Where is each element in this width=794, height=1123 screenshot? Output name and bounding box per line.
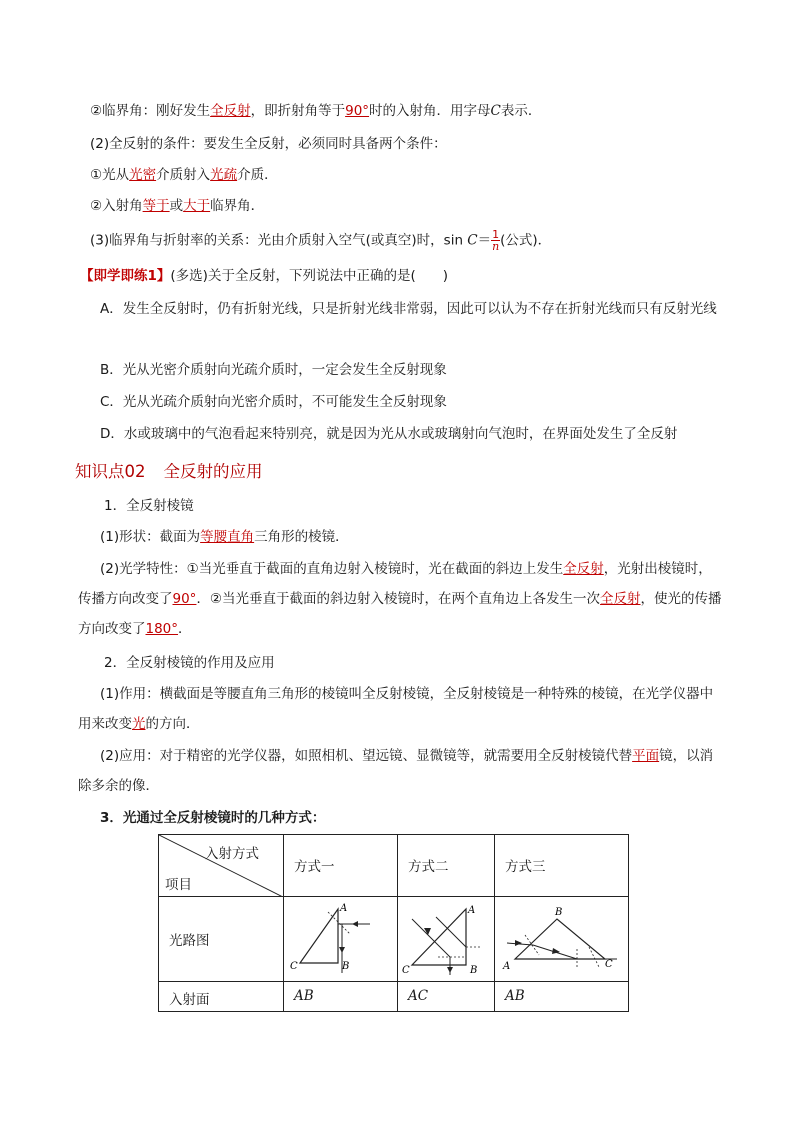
answer-blank: 180° <box>145 621 179 637</box>
prism-modes-table <box>158 834 629 1012</box>
corner-top-label: 入射方式 <box>205 846 259 862</box>
mode-label: 方式二 <box>408 859 449 875</box>
vertex-label-c: C <box>402 965 410 976</box>
row-label: 光路图 <box>169 933 210 949</box>
vertex-label-a: A <box>503 961 511 972</box>
option-b: B．光从光密介质射向光疏介质时，一定会发生全反射现象 <box>100 362 447 378</box>
vertex-label-c: C <box>290 961 298 972</box>
face-cell-3 <box>495 982 629 1012</box>
face-cell-2 <box>398 982 495 1012</box>
fraction-numerator: 1 <box>492 228 500 241</box>
prism-diagram-mode-1 <box>284 897 397 981</box>
text: (公式)． <box>500 232 552 249</box>
vertex-label-b: B <box>555 907 563 918</box>
section-number: 知识点02 <box>75 462 146 481</box>
text: (1)作用：横截面是等腰直角三角形的棱镜叫全反射棱镜，全反射棱镜是一种特殊的棱镜，在光学仪器中用来改变 <box>78 686 714 732</box>
row-label-face <box>159 982 284 1012</box>
vertex-label-c: C <box>605 959 613 970</box>
option-d: D．水或玻璃中的气泡看起来特别亮，就是因为光从水或玻璃射向气泡时，在界面处发生了全反射 <box>100 426 678 442</box>
text: 介质． <box>237 167 278 183</box>
diagram-cell-1 <box>284 897 398 982</box>
subsection-1-title: 1．全反射棱镜 <box>104 498 194 514</box>
diagram-cell-2 <box>398 897 495 982</box>
text: 镜，以消除多余的像． <box>78 748 714 794</box>
section-title: 全反射的应用 <box>163 462 263 481</box>
condition-1 <box>90 165 278 185</box>
face-value: AB <box>505 988 525 1004</box>
variable: C <box>490 103 501 119</box>
face-value: AB <box>294 988 314 1004</box>
application-paragraph <box>78 741 724 801</box>
answer-blank: 光疏 <box>210 167 238 183</box>
text: ②入射角 <box>90 198 143 214</box>
critical-angle-line <box>90 101 541 121</box>
text: (3)临界角与折射率的关系：光由介质射入空气(或真空)时，sin <box>90 232 468 249</box>
answer-blank: 大于 <box>183 198 211 214</box>
exercise-question <box>80 266 448 286</box>
function-paragraph <box>78 679 724 739</box>
text: 临界角． <box>210 198 265 214</box>
option-c: C．光从光疏介质射向光密介质时，不可能发生全反射现象 <box>100 394 447 410</box>
conditions-title: (2)全反射的条件：要发生全反射，必须同时具备两个条件： <box>90 136 447 152</box>
mode-label: 方式三 <box>505 859 546 875</box>
answer-blank: 全反射 <box>600 591 641 607</box>
answer-blank: 光密 <box>129 167 157 183</box>
text: ＝ <box>477 232 492 249</box>
text: ，使光的传播方向改变了 <box>78 591 722 637</box>
answer-blank: 全反射 <box>210 103 251 119</box>
answer-blank: 光 <box>132 716 146 732</box>
section-heading <box>75 458 263 482</box>
text: 表示． <box>500 103 542 119</box>
variable: C <box>467 232 478 249</box>
answer-blank: 90° <box>172 591 197 607</box>
condition-2 <box>90 196 264 216</box>
row-label-diagram <box>159 897 284 982</box>
text: ②临界角：刚好发生 <box>90 103 211 119</box>
option-a: A．发生全反射时，仍有折射光线，只是折射光线非常弱，因此可以认为不存在折射光线而只有反射光线 <box>100 301 717 317</box>
subsection-3-title: 3．光通过全反射棱镜时的几种方式： <box>100 810 326 826</box>
row-label: 入射面 <box>169 992 210 1008</box>
corner-header-cell <box>159 835 284 897</box>
text: ．②当光垂直于截面的斜边射入棱镜时，在两个直角边上各发生一次 <box>196 591 601 607</box>
text: ，即折射角等于 <box>250 103 346 119</box>
text: 时的入射角．用字母 <box>369 103 491 119</box>
fraction <box>491 229 500 252</box>
fraction-denominator: n <box>492 240 500 253</box>
text: (2)光学特性：①当光垂直于截面的直角边射入棱镜时，光在截面的斜边上发生 <box>100 561 564 577</box>
mode-label: 方式一 <box>294 859 335 875</box>
mode-header-3 <box>495 835 629 897</box>
vertex-label-b: B <box>470 965 478 976</box>
prism-diagram-mode-2 <box>398 897 494 981</box>
text: 的方向． <box>145 716 200 732</box>
text: ，光射出棱镜时，传播方向改变了 <box>78 561 712 607</box>
mode-header-2 <box>398 835 495 897</box>
answer-blank: 全反射 <box>563 561 604 577</box>
vertex-label-a: A <box>468 905 476 916</box>
vertex-label-a: A <box>340 903 348 914</box>
text: (1)形状：截面为 <box>100 529 201 545</box>
mode-header-1 <box>284 835 398 897</box>
answer-blank: 平面 <box>632 748 660 764</box>
prism-diagram-mode-3 <box>495 897 628 981</box>
text: 介质射入 <box>156 167 211 183</box>
answer-blank: 等于 <box>142 198 170 214</box>
question-text: (多选)关于全反射，下列说法中正确的是( ) <box>170 268 448 284</box>
corner-bottom-label: 项目 <box>165 877 192 893</box>
exercise-tag: 【即学即练1】 <box>80 268 171 284</box>
text: 或 <box>169 198 184 214</box>
diagram-cell-3 <box>495 897 629 982</box>
answer-blank: 90° <box>345 103 370 119</box>
relation-line <box>90 229 551 252</box>
subsection-2-title: 2．全反射棱镜的作用及应用 <box>104 655 275 671</box>
text: (2)应用：对于精密的光学仪器，如照相机、望远镜、显微镜等，就需要用全反射棱镜代替 <box>100 748 633 764</box>
face-value: AC <box>408 988 429 1004</box>
text: ． <box>178 621 192 637</box>
face-cell-1 <box>284 982 398 1012</box>
shape-line <box>100 527 349 547</box>
answer-blank: 等腰直角 <box>200 529 255 545</box>
vertex-label-b: B <box>342 961 350 972</box>
text: 三角形的棱镜． <box>254 529 349 545</box>
optical-property-paragraph <box>78 554 724 644</box>
text: ①光从 <box>90 167 130 183</box>
